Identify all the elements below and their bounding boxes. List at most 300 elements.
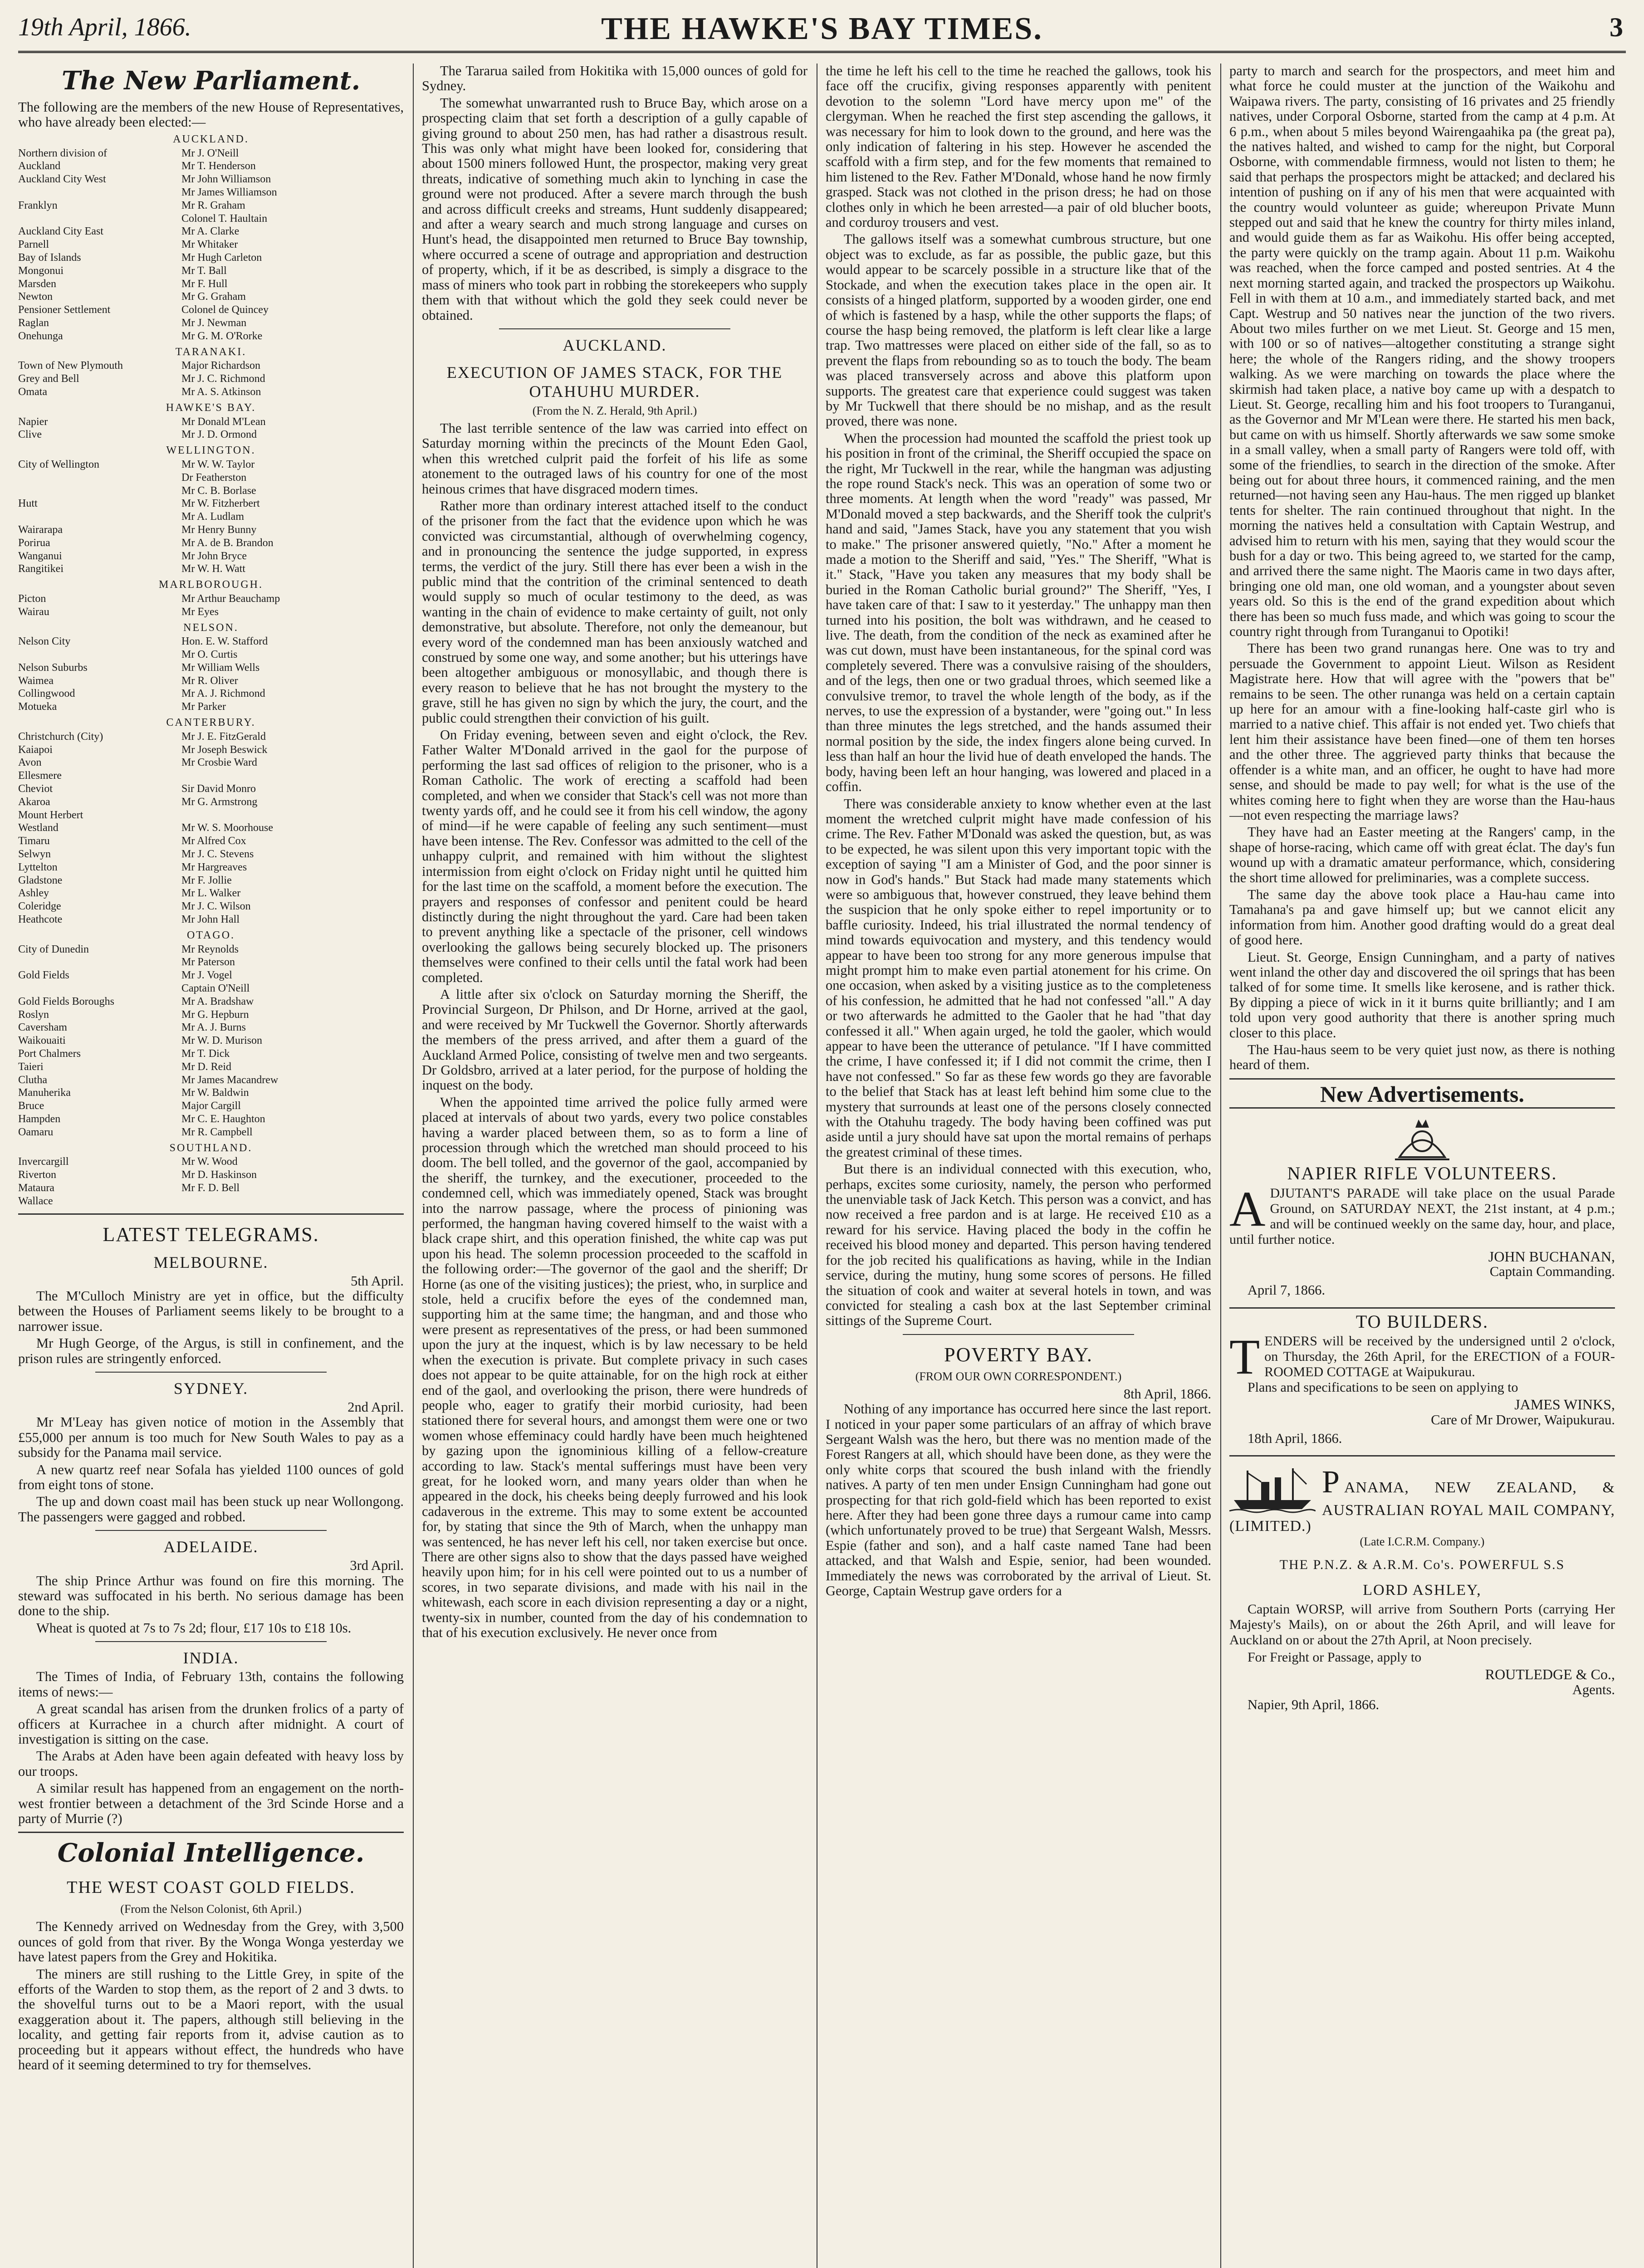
electorate-name xyxy=(18,484,181,498)
electorate-name: City of Wellington xyxy=(18,458,99,470)
ad-body: Plans and specifications to be seen on applying to xyxy=(1248,1380,1518,1395)
member-name: Colonel T. Haultain xyxy=(181,212,268,225)
member-name: Mr A. Ludlam xyxy=(181,511,244,523)
member-name: Mr G. Armstrong xyxy=(181,796,258,808)
electorate-name: Gold Fields Boroughs xyxy=(18,995,115,1007)
electorate-name xyxy=(18,956,181,969)
member-row xyxy=(18,592,404,606)
member-row xyxy=(18,317,404,330)
member-name: Mr John Hall xyxy=(181,914,240,926)
india-dateline: INDIA. xyxy=(183,1649,239,1667)
article-para: They have had an Easter meeting at the Rangers' camp, in the shape of horse-racing, which came off with great éclat. The day's fun wound up with a dramatic amateur performance, which, considering the short time allowed for preliminaries, was a complete success. xyxy=(1229,824,1615,885)
electorate-name: Gladstone xyxy=(18,874,63,886)
execution-source: (From the N. Z. Herald, 9th April.) xyxy=(532,404,697,417)
westcoast-title: THE WEST COAST GOLD FIELDS. xyxy=(67,1878,355,1897)
member-name: Mr J. O'Neill xyxy=(181,147,239,159)
article-para: There has been two grand runangas here. One was to try and persuade the Government to appoint Lieut. Wilson as Resident Magistrate here. How that will agree with the "powers that be" remains to be seen. The other runanga was held on a certain captain up here for an amour with a fine-looking half-caste girl who is married to a native chief. This affair is not ended yet. Two chiefs that lent him their assistance have been fined—one of them ten horses and the other three. The aggrieved party thinks that because the offender is a white man, and an officer, he ought to have had more sense, and should be made to pay well; for what is the use of the whites coming here to fight when they are worse than the Hau-haus—not even respecting the marriage laws? xyxy=(1229,640,1615,823)
member-row xyxy=(18,290,404,303)
member-name: Mr Parker xyxy=(181,701,226,713)
member-row xyxy=(18,648,404,661)
member-row xyxy=(18,428,404,441)
member-name: Mr R. Campbell xyxy=(181,1126,253,1138)
electorate-name: Clutha xyxy=(18,1074,47,1086)
member-row xyxy=(18,1155,404,1168)
member-name xyxy=(181,809,404,822)
member-name: Mr G. Hepburn xyxy=(181,1008,249,1021)
electorate-name: Wairarapa xyxy=(18,523,63,536)
member-row xyxy=(18,821,404,835)
electorate-name: Selwyn xyxy=(18,848,51,860)
member-row xyxy=(18,1034,404,1047)
member-row xyxy=(18,848,404,861)
member-row xyxy=(18,1086,404,1100)
melbourne-date: 5th April. xyxy=(351,1273,404,1289)
province-heading: OTAGO. xyxy=(186,929,235,941)
member-row xyxy=(18,661,404,675)
member-row xyxy=(18,995,404,1008)
member-row xyxy=(18,562,404,576)
article-para: The somewhat unwarranted rush to Bruce Bay, which arose on a prospecting claim that set forth a description of a gully capable of giving ground to about 250 men, has had rather a disastrous result. This was only what might have been looked for, considering that about 1500 miners followed Hunt, the prospector, making very great threats, indicative of something much akin to lynching in case the ground were not produced. After a severe march through the bush and across difficult creeks and streams, Hunt suddenly disappeared; and after a weary search and much strong language and curses on Hunt's head, the disappointed men returned to Bruce Bay township, where occurred a scene of outrage and appropriation and destruction of property, which, if it be as described, is simply a disgrace to the mass of miners who took part in robbing the storekeepers who supply them with that without which the gold they seek could never be obtained. xyxy=(422,95,807,323)
member-name: Mr A. S. Atkinson xyxy=(181,386,261,398)
electorate-name: Wairau xyxy=(18,606,49,618)
electorate-name: Omata xyxy=(18,386,47,398)
builders-title: TO BUILDERS. xyxy=(1355,1311,1489,1332)
drop-cap: P xyxy=(1322,1465,1340,1500)
member-row xyxy=(18,782,404,796)
member-name: Mr C. E. Haughton xyxy=(181,1113,265,1125)
member-name: Mr Reynolds xyxy=(181,943,239,955)
member-row xyxy=(18,835,404,848)
electorate-name: Kaiapoi xyxy=(18,743,53,756)
member-name: Mr Eyes xyxy=(181,606,219,618)
member-name: Mr W. S. Moorhouse xyxy=(181,822,274,834)
electorate-name: Auckland City West xyxy=(18,173,106,186)
article-para: A little after six o'clock on Saturday morning the Sheriff, the Provincial Surgeon, Dr Philson, and Dr Horne, arrived at the gaol, and were received by Mr Tuckwell the Governor. Shortly afterwards the members of the press arrived, and after them a guard of the Auckland Armed Police, consisting of twelve men and two sergeants. Dr Goldsbro, arrived at a later period, for the purpose of holding the inquest on the body. xyxy=(422,986,807,1093)
electorate-name: Mongonui xyxy=(18,264,64,277)
electorate-name: Franklyn xyxy=(18,199,58,211)
member-name: Mr O. Curtis xyxy=(181,649,238,661)
electorate-name: Manuherika xyxy=(18,1087,71,1099)
electorate-name: Lyttelton xyxy=(18,861,58,873)
member-row xyxy=(18,956,404,969)
telegram-para: The Arabs at Aden have been again defeated with heavy loss by our troops. xyxy=(18,1748,404,1779)
member-row xyxy=(18,874,404,887)
article-para: Rather more than ordinary interest attached itself to the conduct of the prisoner from the fact that the evidence upon which he was convicted was circumstantial, although of overwhelming cogency, and in pronouncing the sentence the judge supported, in express terms, the verdict of the jury. Still there has ever been a wish in the public mind that the contrition of the criminal sentenced to death would supply so much of ocular testimony to the deed, as was wanting in the chain of evidence to make certainty of guilt, not only demonstrative, but absolute. Therefore, not only the demeanour, but every word of the condemned man has been anxiously watched and construed by some one way, and some another; but his utterings have been altogether ambiguous or monosyllabic, and though there is every reason to believe that he has not brought the mystery to the grave, still he has given no sign by which the jury, the court, and the public could strengthen their conviction of his guilt. xyxy=(422,498,807,726)
member-row xyxy=(18,861,404,874)
member-row xyxy=(18,606,404,619)
electorate-name: Mount Herbert xyxy=(18,809,83,821)
member-row xyxy=(18,769,404,782)
member-row xyxy=(18,415,404,429)
member-name: Mr Donald M'Lean xyxy=(181,415,266,428)
member-row xyxy=(18,147,404,160)
electorate-name: Marsden xyxy=(18,278,56,290)
ad-signer-title: Agents. xyxy=(1572,1681,1615,1697)
member-name: Mr J. C. Richmond xyxy=(181,373,265,385)
divider xyxy=(1229,1078,1615,1080)
article-para: But there is an individual connected with this execution, who, perhaps, excites some curiosity, namely, the person who performed the unenviable task of Jack Ketch. This person was a convict, and has now received a free pardon and is at large. He received £10 as a reward for his service. Having placed the body in the coffin he received his blood money and departed. This person having tendered for the job recited his qualifications as having, while in the Indian service, during the mutiny, hung some scores of persons. He filled the situation of cook and waiter at several hotels in town, and was convicted for stealing a cash box at the last September criminal sittings of the Supreme Court. xyxy=(826,1161,1211,1329)
member-row xyxy=(18,330,404,343)
member-name: Major Richardson xyxy=(181,360,260,372)
member-name: Mr William Wells xyxy=(181,661,260,674)
rifle-volunteers-ad xyxy=(1229,1181,1615,1247)
electorate-name: Heathcote xyxy=(18,914,63,926)
divider xyxy=(1229,1107,1615,1109)
member-name: Mr J. D. Ormond xyxy=(181,429,257,441)
sydney-date: 2nd April. xyxy=(347,1399,404,1415)
article-para: the time he left his cell to the time he reached the gallows, took his face off the crucifix, giving responses apparently with penitent devotion to the solemn "Lord have mercy upon me" of the clergyman. When he reached the first step ascending the gallows, it was necessary for him to look down to the ground, and here was the only indication of faltering in his step. However he ascended the scaffold with a firm step, and for the few moments that remained to him listened to the Rev. Father M'Donald, whose hand he now firmly grasped. Stack was not clothed in the prison dress; he had on those clothes only in which he been arrested—a pair of old blucher boots, and corduroy trousers and vest. xyxy=(826,64,1211,230)
electorate-name: Auckland City East xyxy=(18,225,103,238)
telegram-para: A similar result has happened from an engagement on the north-west frontier between a detachment of the 3rd Scinde Horse and a party of Murrie (?) xyxy=(18,1780,404,1826)
masthead xyxy=(18,9,1626,53)
page-number: 3 xyxy=(1610,12,1623,42)
member-name: Mr J. Vogel xyxy=(181,969,232,982)
electorate-name: Waikouaiti xyxy=(18,1035,66,1047)
member-name: Mr R. Graham xyxy=(181,199,245,211)
column-2 xyxy=(422,64,807,2268)
electorate-name xyxy=(18,648,181,661)
member-name: Mr W. Fitzherbert xyxy=(181,498,260,510)
electorate-name xyxy=(18,212,181,225)
member-row xyxy=(18,887,404,900)
member-row xyxy=(18,796,404,809)
member-row xyxy=(18,251,404,264)
member-row xyxy=(18,756,404,769)
member-name: Mr G. Graham xyxy=(181,291,246,303)
member-name: Mr F. Jollie xyxy=(181,874,232,886)
poverty-bay-source: (FROM OUR OWN CORRESPONDENT.) xyxy=(915,1369,1122,1383)
divider xyxy=(95,1641,327,1642)
electorate-name: Rangitikei xyxy=(18,563,64,575)
member-row xyxy=(18,809,404,822)
member-row xyxy=(18,675,404,688)
member-row xyxy=(18,1074,404,1087)
electorate-name: Roslyn xyxy=(18,1008,49,1021)
electorate-name: Hutt xyxy=(18,498,38,510)
member-name xyxy=(181,769,404,782)
member-name: Mr John Williamson xyxy=(181,173,271,186)
divider xyxy=(1229,1307,1615,1309)
column-rule xyxy=(413,64,414,2268)
electorate-name: Cheviot xyxy=(18,783,53,795)
member-row xyxy=(18,386,404,399)
province-heading: NELSON. xyxy=(183,621,239,634)
electorate-name: Riverton xyxy=(18,1169,56,1181)
member-name: Mr Hargreaves xyxy=(181,861,247,873)
article-para: The Kennedy arrived on Wednesday from the Grey, with 3,500 ounces of gold from that river. By the Wonga Wonga yesterday we have latest papers from the Grey and Hokitika. xyxy=(18,1919,404,1965)
electorate-name: Christchurch (City) xyxy=(18,730,103,743)
member-name: Sir David Monro xyxy=(181,783,256,795)
member-row xyxy=(18,359,404,372)
electorate-name: Raglan xyxy=(18,317,49,329)
member-name: Mr Crosbie Ward xyxy=(181,757,257,769)
drop-cap: T xyxy=(1229,1329,1260,1385)
member-name: Mr Arthur Beauchamp xyxy=(181,592,280,605)
divider xyxy=(1229,1455,1615,1457)
member-name: Colonel de Quincey xyxy=(181,304,269,316)
member-row xyxy=(18,238,404,251)
member-name: Mr John Bryce xyxy=(181,550,247,562)
member-name: Mr T. Dick xyxy=(181,1048,230,1060)
ad-body: For Freight or Passage, apply to xyxy=(1248,1650,1422,1665)
electorate-name: Caversham xyxy=(18,1022,67,1034)
member-row xyxy=(18,458,404,471)
member-row xyxy=(18,687,404,700)
panama-sub: (Late I.C.R.M. Company.) xyxy=(1360,1535,1485,1549)
electorate-name xyxy=(18,982,181,995)
electorate-name: Wanganui xyxy=(18,550,62,562)
member-row xyxy=(18,730,404,743)
member-name: Mr T. Henderson xyxy=(181,160,256,172)
member-name: Mr W. Baldwin xyxy=(181,1087,249,1099)
royal-crest-icon xyxy=(1390,1114,1454,1164)
drop-cap: A xyxy=(1229,1181,1266,1237)
poverty-bay-date: 8th April, 1866. xyxy=(1123,1386,1211,1402)
member-row xyxy=(18,186,404,199)
article-para: There was considerable anxiety to know whether even at the last moment the wretched culprit might have made confession of his crime. The Rev. Father M'Donald was asked the question, but, as was to be expected, he was silent upon this very important topic with the exception of saying "I am a Minister of God, and the poor sinner is now in God's hands." But Stack had made many statements which were so ambiguous that, however construed, they leave behind them the suspicion that he only spoke either to repel importunity or to baffle curiosity. Indeed, his trial illustrated the normal tendency of mind towards equivocation and mystery, and this tendency would appear to have been too strong for any more generous impulse that might prompt him to make even partial atonement for his crime. On one occasion, when asked by a visiting justice as to the completeness of his confession, he admitted that he had not confessed "all." A day or two afterwards he admitted to the Gaoler that he had "that day confessed it all." When again urged, he told the gaoler, which would appear to have been the utterance of petulance. "If I have committed the crime, I have confessed it; if I did not commit the crime, then I have not confessed." So far as these few words go they are favorable to the belief that Stack has at least left behind him some clue to the mystery that surrounds at least one of the persons closely connected with the Otahuhu tragedy. The body having been coffined was put aside until a jury should have sat upon the mortal remains of perhaps the greatest criminal of these times. xyxy=(826,796,1211,1160)
adelaide-date: 3rd April. xyxy=(350,1558,404,1574)
member-name: Mr Henry Bunny xyxy=(181,523,257,536)
telegram-para: Wheat is quoted at 7s to 7s 2d; flour, £17 10s to £18 10s. xyxy=(36,1620,352,1636)
member-row xyxy=(18,1113,404,1126)
member-row xyxy=(18,303,404,317)
ad-body: ENDERS will be received by the undersigned until 2 o'clock, on Thursday, the 26th April, for the ERECTION of a FOUR-ROOMED COTTAGE at Waipukurau. xyxy=(1264,1334,1615,1380)
article-para: The Tararua sailed from Hokitika with 15,000 ounces of gold for Sydney. xyxy=(422,64,807,94)
article-para: The same day the above took place a Hau-hau came into Tamahana's pa and gave himself up; but we cannot elicit any information from him. Another good drafting would do a great deal of good here. xyxy=(1229,886,1615,948)
member-row xyxy=(18,1168,404,1182)
member-name: Mr C. B. Borlase xyxy=(181,484,256,497)
member-name: Mr W. H. Watt xyxy=(181,563,245,575)
telegram-para: Mr M'Leay has given notice of motion in the Assembly that £55,000 per annum is too much for New South Wales to pay as a subsidy for the Panama mail service. xyxy=(18,1414,404,1461)
melbourne-dateline: MELBOURNE. xyxy=(153,1253,269,1271)
electorate-name: Waimea xyxy=(18,675,54,687)
divider xyxy=(903,1334,1134,1335)
article-para: party to march and search for the prospectors, and meet him and what force he could muster at the junction of the Waikohu and Waipawa rivers. The party, consisting of 16 privates and 25 friendly natives, under Corporal Osborne, started from the camp at 4 p.m. At 6 p.m., when about 5 miles beyond Wairengaahika pa (the great pa), the natives halted, and wished to camp for the night, but Corporal Osborne, with commendable firmness, would not listen to them; he said that perhaps the prospectors might be attacked; and declared his intention of pushing on if any of his men that were acquainted with the country would volunteer as guide; whereupon Private Munn stepped out and said that he knew the country for thirty miles inland, and would guide them as far as Waikohu. His offer being accepted, the party were quickly on the tramp again. About 11 p.m. Waikohu was reached, when the force camped and posted sentries. At 4 the next morning started again, and tracked the prospectors up Waikohu. Fell in with them at 10 a.m., and immediately started back, and met Capt. Westrup and 50 natives near the junction of the two rivers. About two miles further on we met Lieut. St. George and 15 men, with 100 or so of natives—altogether constituting a strange sight here; the whole of the Rangers riding, and the showy troopers walking. As we were marching on towards the place where the skirmish had taken place, a native boy came up with a despatch to Lieut. St. George, recalling him and his foot troopers to Turanganui, as the Governor and Mr M'Lean were there. He started his men back, but came on with us himself. Shortly afterwards we saw some smoke in a small valley, when a small party of Rangers were told off, with some of the friendlies, to search in the direction of the smoke. After being out for about three hours, it commenced raining, and the men returned—not having seen any Hau-haus. The men rigged up blanket tents for shelter. The rain continued throughout that night. In the morning the natives held a consultation with Captain Westrup, and advised him to return with his men, saying that they would scour the bush for a day or two. This being agreed to, we started for the camp, and arrived there the same night. The Maoris came in two days after, bringing one old man, one old woman, and a youngster about seven years old. So this is the end of the grand expedition about which there has been so much fuss made, and which was going to scour the country right through from Turanganui to Opotiki! xyxy=(1229,64,1615,640)
member-name: Dr Featherston xyxy=(181,471,247,484)
electorate-name: Collingwood xyxy=(18,688,75,700)
adelaide-dateline: ADELAIDE. xyxy=(163,1538,259,1556)
member-name: Mr A. J. Burns xyxy=(181,1022,246,1034)
member-row xyxy=(18,1100,404,1113)
member-name: Mr Hugh Carleton xyxy=(181,251,262,264)
province-heading: AUCKLAND. xyxy=(173,133,249,145)
article-para: The last terrible sentence of the law was carried into effect on Saturday morning within the precincts of the Mount Eden Gaol, when this wretched culprit paid the forfeit of his life as some atonement to the outraged laws of his country for one of the most heinous crimes that have disgraced modern times. xyxy=(422,420,807,497)
electorate-name: Ellesmere xyxy=(18,770,62,782)
member-name: Mr Paterson xyxy=(181,956,235,968)
electorate-name: Grey and Bell xyxy=(18,373,79,385)
electorate-name: Nelson Suburbs xyxy=(18,661,88,674)
member-name: Mr J. C. Wilson xyxy=(181,900,251,913)
electorate-name: Wallace xyxy=(18,1195,53,1207)
member-name: Mr G. M. O'Rorke xyxy=(181,330,263,342)
member-row xyxy=(18,743,404,757)
province-heading: HAWKE'S BAY. xyxy=(166,401,256,414)
member-name: Mr A. de B. Brandon xyxy=(181,537,274,549)
sydney-dateline: SYDNEY. xyxy=(173,1379,249,1398)
electorate-name: Avon xyxy=(18,757,42,769)
electorate-name: Taieri xyxy=(18,1061,44,1073)
member-row xyxy=(18,913,404,926)
ad-date: 18th April, 1866. xyxy=(1248,1431,1342,1447)
member-row xyxy=(18,537,404,550)
steamship-icon xyxy=(1229,1464,1316,1514)
member-name: Mr D. Reid xyxy=(181,1061,231,1073)
electorate-name: Auckland xyxy=(18,160,61,172)
parliament-heading: The New Parliament. xyxy=(61,66,361,96)
member-row xyxy=(18,199,404,212)
member-row xyxy=(18,173,404,186)
telegram-para: A great scandal has arisen from the drunken frolics of a party of officers at Kurrachee in a church after midnight. A court of investigation is sitting on the case. xyxy=(18,1701,404,1747)
electorate-name: Gold Fields xyxy=(18,969,69,982)
electorate-name: Coleridge xyxy=(18,900,61,913)
ad-body: Captain WORSP, will arrive from Southern Ports (carrying Her Majesty's Mails), on or about the 26th April, and will leave for Auckland on or about the 27th April, at Noon precisely. xyxy=(1229,1602,1615,1648)
divider xyxy=(499,328,730,329)
auckland-dateline: AUCKLAND. xyxy=(563,336,667,354)
ad-signer: JOHN BUCHANAN, xyxy=(1488,1248,1615,1265)
panama-line: THE P.N.Z. & A.R.M. Co's. POWERFUL S.S xyxy=(1279,1557,1565,1573)
article-para: The gallows itself was a somewhat cumbrous structure, but one object was to exclude, as far as possible, the public gaze, but this would appear to be scarcely possible in a structure like that of the Stockade, and when the execution takes place in the open air. It consists of a hinged platform, supported by a wooden girder, one end of which is fastened by a hasp, while the other supports the flaps; of course the hasp being removed, the platform is left clear like a large trap. Two mattresses were placed on either side of the fall, so as to prevent the flaps from rebounding so as to touch the body. The beam was placed transversely across and above this platform upon supports. The greatest care that experience could suggest was taken by Mr Tuckwell that there should be no mishap, and as the result proved, there was none. xyxy=(826,231,1211,429)
column-rule xyxy=(1220,64,1221,2268)
electorate-name: Northern division of xyxy=(18,147,107,159)
member-name: Mr R. Oliver xyxy=(181,675,238,687)
member-name: Major Cargill xyxy=(181,1100,241,1112)
member-name: Mr James Macandrew xyxy=(181,1074,279,1086)
member-name: Mr F. Hull xyxy=(181,278,228,290)
members-list xyxy=(18,133,404,1208)
rifle-volunteers-title: NAPIER RIFLE VOLUNTEERS. xyxy=(1287,1163,1557,1184)
member-name: Mr James Williamson xyxy=(181,186,277,198)
electorate-name: Timaru xyxy=(18,835,50,847)
electorate-name: Ashley xyxy=(18,887,49,899)
column-3 xyxy=(826,64,1211,2268)
telegram-para: The M'Culloch Ministry are yet in office, but the difficulty between the Houses of Parliament seems likely to be brought to a narrower issue. xyxy=(18,1288,404,1334)
member-name: Mr W. D. Murison xyxy=(181,1035,263,1047)
electorate-name: Port Chalmers xyxy=(18,1048,81,1060)
electorate-name: Bay of Islands xyxy=(18,251,81,264)
panama-ad xyxy=(1229,1462,1615,1535)
issue-date: 19th April, 1866. xyxy=(18,13,191,41)
member-row xyxy=(18,510,404,523)
member-row xyxy=(18,550,404,563)
electorate-name xyxy=(18,186,181,199)
member-name: Mr A. Bradshaw xyxy=(181,995,254,1007)
electorate-name: Bruce xyxy=(18,1100,44,1112)
ad-date: April 7, 1866. xyxy=(1248,1282,1326,1298)
electorate-name: Porirua xyxy=(18,537,50,549)
member-name: Mr T. Ball xyxy=(181,264,227,277)
member-name: Mr W. Wood xyxy=(181,1156,238,1168)
article-para: Nothing of any importance has occurred here since the last report. I noticed in your paper some particulars of an affray of which brave Sergeant Walsh was the hero, but there was no mention made of the Forest Rangers at all, which should have been done, as they were the only white corps that scoured the bush inland with the friendly natives. A party of ten men under Ensign Cunningham had gone out prospecting for that rich gold-field which has been reported to exist here. After they had been gone three days a rumour came into camp (which unfortunately proved to be true) that Sergeant Walsh, Messrs. Espie (father and son), and a half caste named Tane had been attacked, and that Walsh and Espie, senior, had been wounded. Immediately the news was corroborated by the arrival of Lieut. St. George, Captain Westrup gave orders for a xyxy=(826,1401,1211,1598)
member-row xyxy=(18,969,404,982)
telegram-para: A new quartz reef near Sofala has yielded 1100 ounces of gold from eight tons of stone. xyxy=(18,1461,404,1493)
member-name: Mr Alfred Cox xyxy=(181,835,246,847)
member-name: Mr A. Clarke xyxy=(181,225,240,238)
member-name: Mr Whitaker xyxy=(181,239,238,251)
member-name xyxy=(181,1195,404,1208)
telegram-para: The up and down coast mail has been stuck up near Wollongong. The passengers were gagged and robbed. xyxy=(18,1494,404,1525)
member-row xyxy=(18,635,404,648)
electorate-name xyxy=(18,510,181,523)
member-row xyxy=(18,1021,404,1034)
ad-body: DJUTANT'S PARADE will take place on the usual Parade Ground, on SATURDAY NEXT, the 21st instant, at 4 p.m.; and will be continued weekly on the same day, hour, and place, until further notice. xyxy=(1229,1185,1615,1247)
electorate-name xyxy=(18,471,181,484)
member-name: Mr J. C. Stevens xyxy=(181,848,254,860)
member-row xyxy=(18,372,404,386)
member-row xyxy=(18,523,404,537)
telegram-para: Mr Hugh George, of the Argus, is still in confinement, and the prison rules are stringently enforced. xyxy=(18,1335,404,1366)
builders-ad xyxy=(1229,1329,1615,1385)
ad-signer-title: Captain Commanding. xyxy=(1489,1264,1615,1280)
electorate-name: Onehunga xyxy=(18,330,63,342)
province-heading: WELLINGTON. xyxy=(166,445,256,457)
member-name: Captain O'Neill xyxy=(181,982,250,995)
electorate-name: Picton xyxy=(18,592,46,605)
electorate-name: Hampden xyxy=(18,1113,61,1125)
member-row xyxy=(18,264,404,278)
article-para: The Hau-haus seem to be very quiet just now, as there is nothing heard of them. xyxy=(1229,1042,1615,1073)
newspaper-title: THE HAWKE'S BAY TIMES. xyxy=(601,11,1043,46)
member-row xyxy=(18,1061,404,1074)
member-row xyxy=(18,160,404,173)
member-row xyxy=(18,1126,404,1139)
electorate-name: Westland xyxy=(18,822,59,834)
member-row xyxy=(18,900,404,913)
member-row xyxy=(18,484,404,498)
member-name: Mr D. Haskinson xyxy=(181,1169,257,1181)
advertisements-heading: New Advertisements. xyxy=(1320,1081,1524,1107)
divider xyxy=(95,1372,327,1373)
article-para: The miners are still rushing to the Little Grey, in spite of the efforts of the Warden to stop them, as the report of 2 and 3 dwts. to the shovelful turns out to be a Maori report, with the usual exaggeration about it. The papers, although still believing in the locality, and getting fair reports from it, advise caution as to proceeding but it appears without effect, the hundreds who have heard of it seeming determined to try for themselves. xyxy=(18,1966,404,2072)
electorate-name: Nelson City xyxy=(18,635,71,648)
member-name: Mr F. D. Bell xyxy=(181,1182,240,1194)
province-heading: MARLBOROUGH. xyxy=(158,579,263,591)
province-heading: SOUTHLAND. xyxy=(169,1142,253,1154)
electorate-name: City of Dunedin xyxy=(18,943,89,955)
article-para: On Friday evening, between seven and eight o'clock, the Rev. Father Walter M'Donald arrived in the gaol for the purpose of performing the last sad offices of religion to the prisoner, who is a Roman Catholic. The work of erecting a scaffold had been completed, and when we consider that Stack's cell was not more than twenty yards off, and he could see it from his cell window, the agony of mind—if he were capable of feeling any such sentiment—must have been intense. The Rev. Confessor was admitted to the cell of the unhappy culprit, and remained with him without the slightest intermission from eight o'clock on Friday night until he quitted him for the last time on the scaffold, a moment before the execution. The prayers and responses of confessor and penitent could be heard distinctly during the night throughout the yard. Care had been taken to prevent anything like a spectacle of the prisoner, cell windows overlooking the gallows being securely blocked up. The prisoners themselves were confined to their cells until the fatal work had been completed. xyxy=(422,727,807,985)
member-row xyxy=(18,212,404,225)
member-row xyxy=(18,700,404,714)
member-name: Mr L. Walker xyxy=(181,887,241,899)
column-4 xyxy=(1229,64,1615,2268)
ad-signer-title: Care of Mr Drower, Waipukurau. xyxy=(1431,1412,1615,1427)
member-name: Mr J. E. FitzGerald xyxy=(181,730,266,743)
ship-name: LORD ASHLEY, xyxy=(1363,1582,1482,1599)
member-row xyxy=(18,982,404,995)
member-name: Mr W. W. Taylor xyxy=(181,458,255,470)
electorate-name: Akaroa xyxy=(18,796,50,808)
member-row xyxy=(18,278,404,291)
electorate-name: Parnell xyxy=(18,239,49,251)
divider xyxy=(18,1213,404,1215)
electorate-name: Motueka xyxy=(18,701,57,713)
province-heading: TARANAKI. xyxy=(175,346,247,358)
parliament-intro: The following are the members of the new House of Representatives, who have already been elected:— xyxy=(18,99,404,130)
execution-title: EXECUTION OF JAMES STACK, FOR THE OTAHUHU MURDER. xyxy=(446,363,783,401)
member-row xyxy=(18,471,404,484)
member-name: Mr A. J. Richmond xyxy=(181,688,265,700)
member-row xyxy=(18,1008,404,1022)
panama-title: ANAMA, NEW ZEALAND, & AUSTRALIAN ROYAL MAIL COMPANY, (LIMITED.) xyxy=(1229,1479,1615,1535)
member-row xyxy=(18,1047,404,1061)
member-name: Mr J. Newman xyxy=(181,317,247,329)
westcoast-source: (From the Nelson Colonist, 6th April.) xyxy=(120,1902,302,1916)
member-name: Mr Joseph Beswick xyxy=(181,743,268,756)
electorate-name: Town of New Plymouth xyxy=(18,360,123,372)
electorate-name: Mataura xyxy=(18,1182,54,1194)
member-row xyxy=(18,943,404,956)
electorate-name: Clive xyxy=(18,429,42,441)
ad-signer: ROUTLEDGE & Co., xyxy=(1485,1666,1615,1683)
